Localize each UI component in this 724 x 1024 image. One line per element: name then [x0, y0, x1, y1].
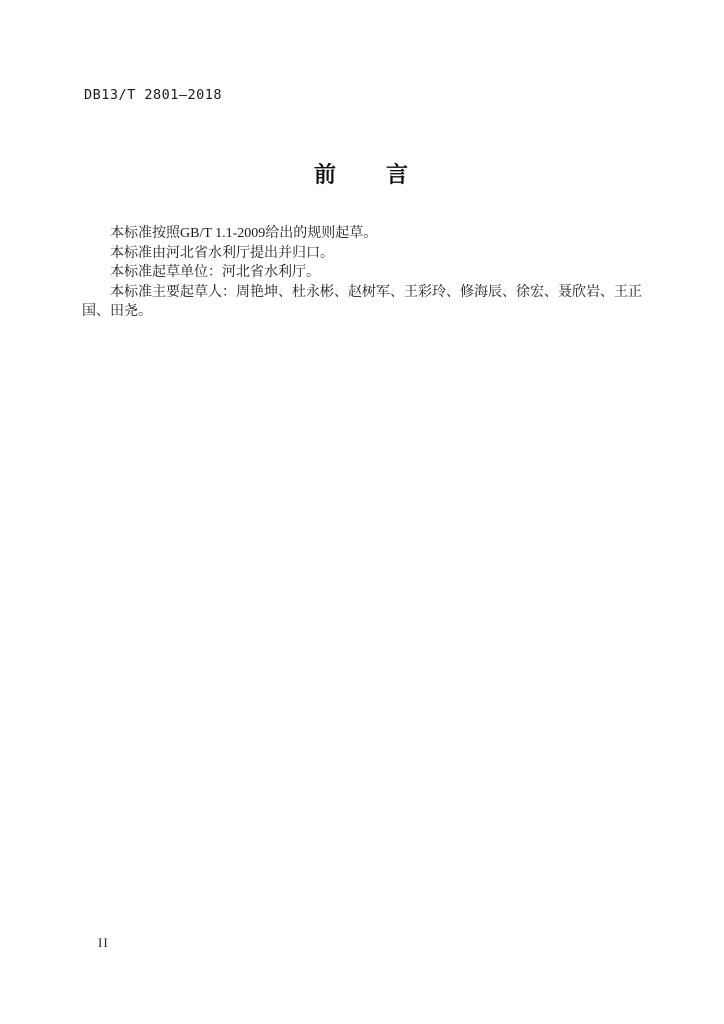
standard-number-header: DB13/T 2801—2018 [84, 87, 223, 103]
paragraph-drafting-organization: 本标准起草单位：河北省水利厅。 [110, 265, 320, 280]
paragraph-main-drafters: 本标准主要起草人：周艳坤、杜永彬、赵树军、王彩玲、修海辰、徐宏、聂欣岩、王正国、田尧。 [82, 284, 642, 319]
paragraph-drafting-rules: 本标准按照GB/T 1.1-2009给出的规则起草。 [110, 226, 378, 241]
foreword-title: 前 言 [313, 162, 410, 187]
foreword-body [82, 224, 660, 322]
page-number: II [98, 935, 109, 950]
paragraph-proposing-body: 本标准由河北省水利厅提出并归口。 [110, 245, 334, 261]
